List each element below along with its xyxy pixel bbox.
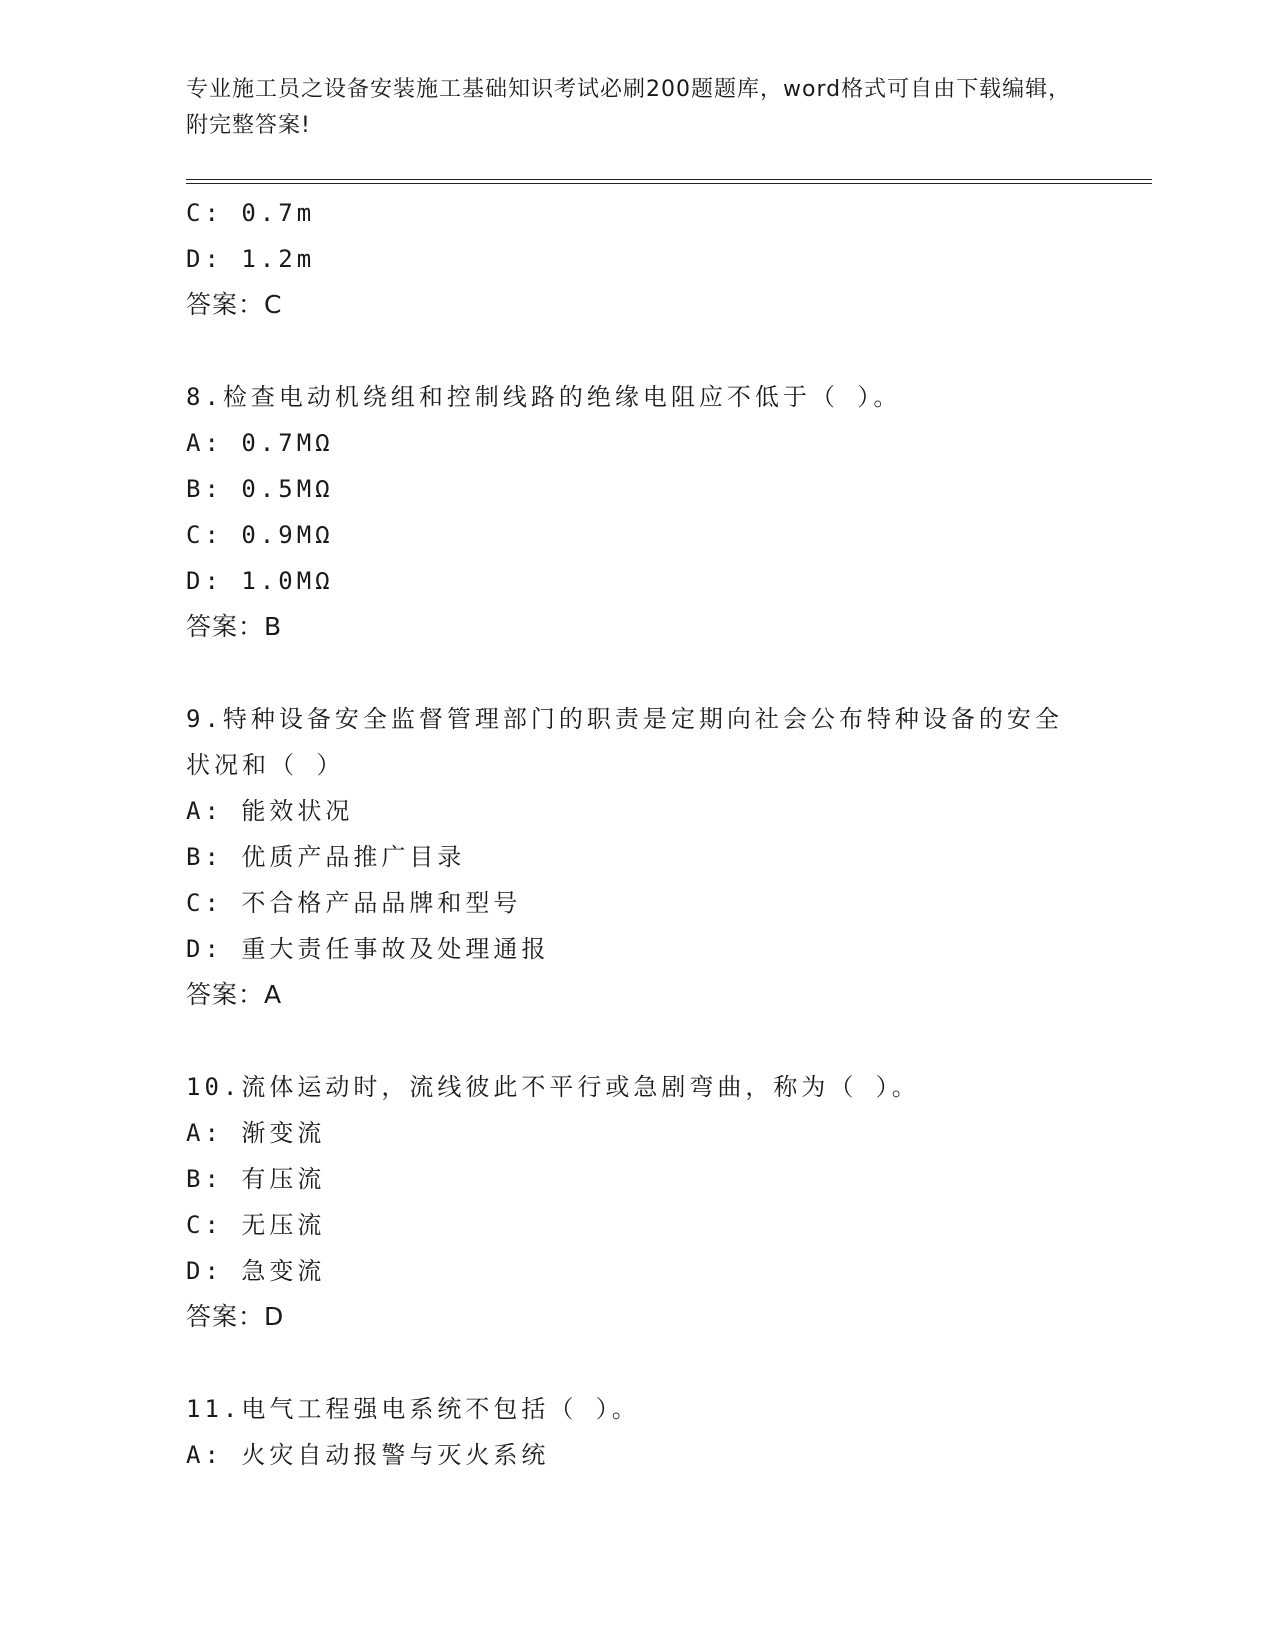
spacer: [186, 1018, 1086, 1064]
question-block-9: [186, 696, 1086, 1018]
header-title: 专业施工员之设备安装施工基础知识考试必刷200题题库，word格式可自由下载编辑，附完整答案!: [186, 77, 1072, 138]
option-a: A: 渐变流: [186, 1119, 326, 1147]
document-header: [186, 72, 1086, 144]
option-c: C: 0.7m: [186, 199, 316, 227]
option-c: C: 不合格产品品牌和型号: [186, 889, 522, 917]
question-text: 11.电气工程强电系统不包括（ ）。: [186, 1395, 640, 1423]
question-text: 10.流体运动时，流线彼此不平行或急剧弯曲，称为（ ）。: [186, 1073, 920, 1101]
question-block-8: [186, 374, 1086, 650]
option-c: C: 无压流: [186, 1211, 326, 1239]
option-a: A: 能效状况: [186, 797, 354, 825]
option-d: D: 1.2m: [186, 245, 316, 273]
option-a: A: 0.7MΩ: [186, 429, 334, 457]
question-text: 8.检查电动机绕组和控制线路的绝缘电阻应不低于（ ）。: [186, 383, 902, 411]
header-divider-bottom: [186, 183, 1152, 184]
answer-line: 答案：D: [186, 1302, 285, 1331]
option-b: B: 有压流: [186, 1165, 326, 1193]
spacer: [186, 1340, 1086, 1386]
spacer: [186, 328, 1086, 374]
spacer: [186, 650, 1086, 696]
option-c: C: 0.9MΩ: [186, 521, 334, 549]
option-d: D: 急变流: [186, 1257, 326, 1285]
answer-line: 答案：B: [186, 612, 283, 641]
option-b: B: 0.5MΩ: [186, 475, 334, 503]
question-block-11: [186, 1386, 1086, 1478]
option-d: D: 1.0MΩ: [186, 567, 334, 595]
header-divider-top: [186, 179, 1152, 180]
option-d: D: 重大责任事故及处理通报: [186, 935, 550, 963]
question-list: [186, 190, 1086, 1478]
question-block-10: [186, 1064, 1086, 1340]
option-b: B: 优质产品推广目录: [186, 843, 466, 871]
option-a: A: 火灾自动报警与灭火系统: [186, 1441, 550, 1469]
answer-line: 答案：A: [186, 980, 283, 1009]
answer-line: 答案：C: [186, 290, 283, 319]
question-text: 9.特种设备安全监督管理部门的职责是定期向社会公布特种设备的安全状况和（ ）: [186, 705, 1063, 779]
question-block-7: [186, 190, 1086, 328]
